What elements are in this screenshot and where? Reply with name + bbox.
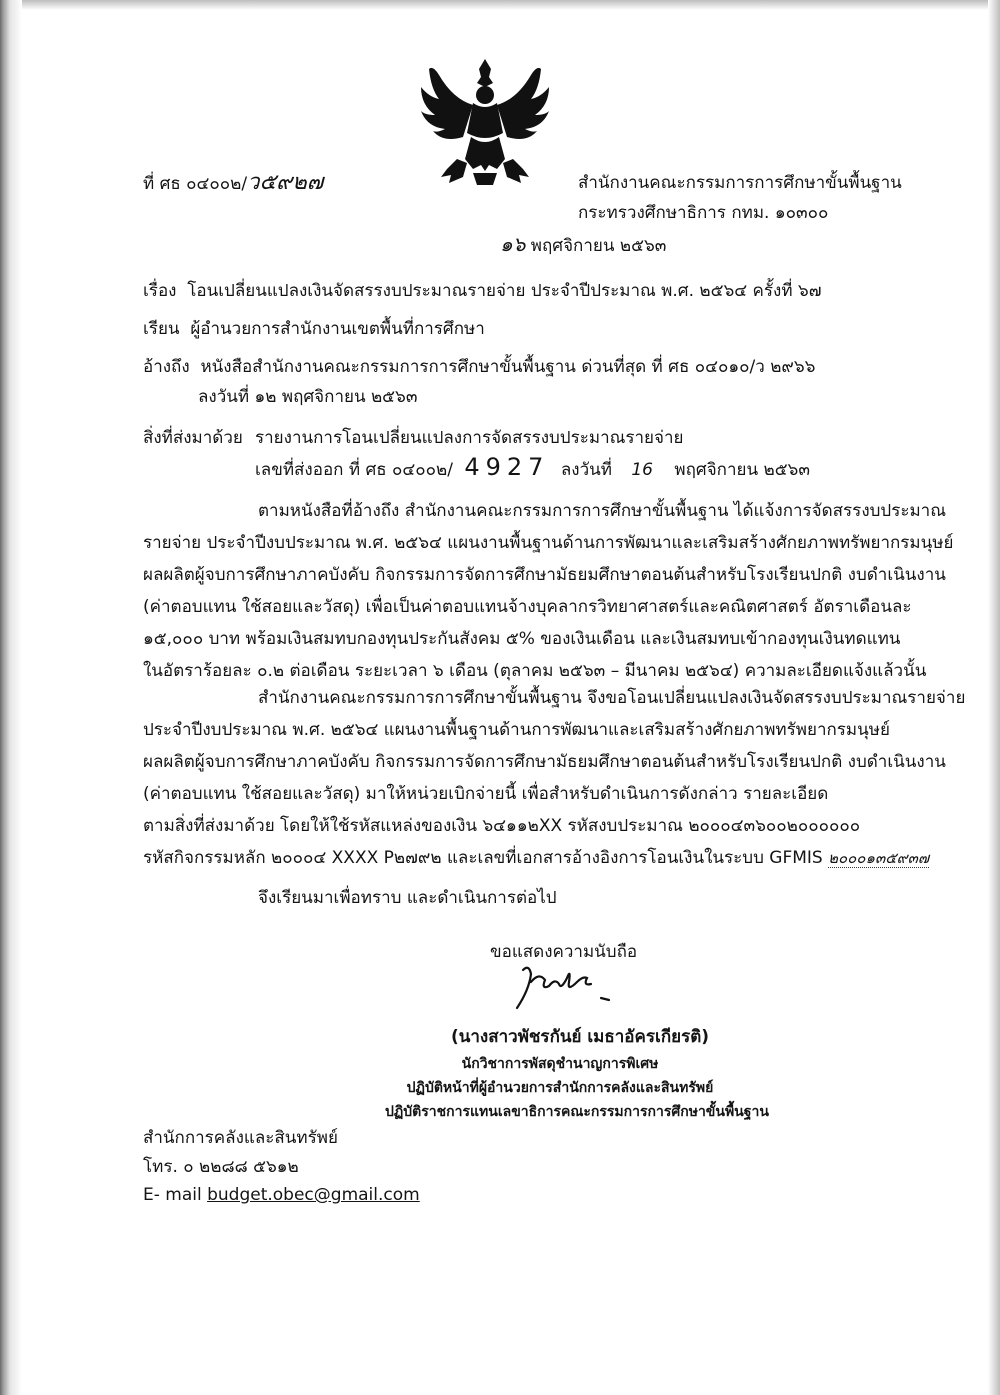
subject-label: เรื่อง <box>143 281 177 301</box>
agency-address: กระทรวงศึกษาธิการ กทม. ๑๐๓๐๐ <box>578 203 829 223</box>
paragraph-2-line: สำนักงานคณะกรรมการการศึกษาขั้นพื้นฐาน จึงขอโอนเปลี่ยนแปลงเงินจัดสรรงบประมาณรายจ่าย <box>258 688 966 708</box>
gfmis-label: รหัสกิจกรรมหลัก ๒๐๐๐๔ XXXX P๒๗๙๒ และเลขที่เอกสารอ้างอิงการโอนเงินในระบบ GFMIS <box>143 848 823 868</box>
date-month-year: พฤศจิกายน ๒๕๖๓ <box>530 236 667 256</box>
paragraph-1-line: รายจ่าย ประจำปีงบประมาณ พ.ศ. ๒๕๖๔ แผนงานพื้นฐานด้านการพัฒนาและเสริมสร้างศักยภาพทรัพยากรมนุษย์ <box>143 533 954 553</box>
paragraph-1-line: ในอัตราร้อยละ ๐.๒ ต่อเดือน ระยะเวลา ๖ เดือน (ตุลาคม ๒๕๖๓ – มีนาคม ๒๕๖๔) ความละเอียดแจ้งแล้วนั้น <box>143 661 927 681</box>
paragraph-1-line: ๑๕,๐๐๐ บาท พร้อมเงินสมทบกองทุนประกันสังคม ๕% ของเงินเดือน และเงินสมทบเข้ากองทุนเงินทดแทน <box>143 629 901 649</box>
export-number-prefix: เลขที่ส่งออก ที่ ศธ ๐๔๐๐๒/ <box>255 460 453 480</box>
reference-line <box>143 355 815 379</box>
subject-line <box>143 279 822 303</box>
export-month-year: พฤศจิกายน ๒๕๖๓ <box>674 460 810 480</box>
scan-edge-top <box>0 0 1000 10</box>
email-label: E- mail <box>143 1185 202 1205</box>
paragraph-2-line: ประจำปีงบประมาณ พ.ศ. ๒๕๖๔ แผนงานพื้นฐานด้านการพัฒนาและเสริมสร้างศักยภาพทรัพยากรมนุษย์ <box>143 720 890 740</box>
email-link[interactable]: budget.obec@gmail.com <box>207 1185 420 1205</box>
enclosure-label: สิ่งที่ส่งมาด้วย <box>143 428 243 448</box>
paragraph-2-last-line <box>143 842 930 874</box>
paragraph-2-line: ผลผลิตผู้จบการศึกษาภาคบังคับ กิจกรรมการจัดการศึกษามัธยมศึกษาตอนต้นสำหรับโรงเรียนปกติ งบดำเนินงาน <box>143 752 946 772</box>
footer-phone: โทร. ๐ ๒๒๘๘ ๕๖๑๒ <box>143 1157 299 1177</box>
subject-text: โอนเปลี่ยนแปลงเงินจัดสรรงบประมาณรายจ่าย ประจำปีประมาณ พ.ศ. ๒๕๖๔ ครั้งที่ ๖๗ <box>187 281 822 301</box>
regards-text: ขอแสดงความนับถือ <box>490 942 638 962</box>
paragraph-2-line: (ค่าตอบแทน ใช้สอยและวัสดุ) มาให้หน่วยเบิกจ่ายนี้ เพื่อสำหรับดำเนินการดังกล่าว รายละเอียด <box>143 784 829 804</box>
closing-text: จึงเรียนมาเพื่อทราบ และดำเนินการต่อไป <box>258 888 557 908</box>
enclosure-export-number <box>255 455 810 482</box>
footer-email-line <box>143 1183 420 1207</box>
garuda-emblem-icon <box>413 55 558 190</box>
document-number-printed: ที่ ศธ ๐๔๐๐๒/ <box>143 174 248 194</box>
export-date-label: ลงวันที่ <box>560 460 612 480</box>
agency-name: สำนักงานคณะกรรมการการศึกษาขั้นพื้นฐาน <box>578 173 902 193</box>
footer-office: สำนักการคลังและสินทรัพย์ <box>143 1128 338 1148</box>
to-label: เรียน <box>143 319 180 339</box>
body-paragraph-1 <box>143 495 954 687</box>
reference-text: หนังสือสำนักงานคณะกรรมการการศึกษาขั้นพื้นฐาน ด่วนที่สุด ที่ ศธ ๐๔๐๑๐/ว ๒๙๖๖ <box>200 357 816 377</box>
paragraph-2-line: ตามสิ่งที่ส่งมาด้วย โดยให้ใช้รหัสแหล่งของเงิน ๖๔๑๑๒XX รหัสงบประมาณ ๒๐๐๐๔๓๖๐๐๒๐๐๐๐๐๐ <box>143 816 861 836</box>
signer-name: (นางสาวพัชรกันย์ เมธาอัครเกียรติ) <box>450 1027 710 1047</box>
date-day-handwritten: ๑๖ <box>500 232 526 256</box>
scan-edge-right <box>988 0 1000 1395</box>
reference-label: อ้างถึง <box>143 357 190 377</box>
paragraph-1-line: ตามหนังสือที่อ้างถึง สำนักงานคณะกรรมการการศึกษาขั้นพื้นฐาน ได้แจ้งการจัดสรรงบประมาณ <box>258 501 946 521</box>
paragraph-1-line: ผลผลิตผู้จบการศึกษาภาคบังคับ กิจกรรมการจัดการศึกษามัธยมศึกษาตอนต้นสำหรับโรงเรียนปกติ งบดำเนินงาน <box>143 565 946 585</box>
signer-position-1: นักวิชาการพัสดุชำนาญการพิเศษ <box>461 1056 659 1072</box>
to-line <box>143 317 485 341</box>
body-paragraph-2 <box>143 682 966 874</box>
to-text: ผู้อำนวยการสำนักงานเขตพื้นที่การศึกษา <box>190 319 485 339</box>
enclosure-title: รายงานการโอนเปลี่ยนแปลงการจัดสรรงบประมาณรายจ่าย <box>255 428 684 448</box>
signer-position-3: ปฏิบัติราชการแทนเลขาธิการคณะกรรมการการศึกษาขั้นพื้นฐาน <box>385 1104 769 1120</box>
document-number-handwritten: ว๕๙๒๗ <box>247 170 324 195</box>
signer-position-2: ปฏิบัติหน้าที่ผู้อำนวยการสำนักการคลังและสินทรัพย์ <box>406 1080 714 1096</box>
signature-icon <box>505 962 635 1012</box>
paragraph-1-line: (ค่าตอบแทน ใช้สอยและวัสดุ) เพื่อเป็นค่าตอบแทนจ้างบุคลากรวิทยาศาสตร์และคณิตศาสตร์ อัตราเดือนละ <box>143 597 912 617</box>
export-day-handwritten: 16 <box>631 460 653 480</box>
document-number <box>143 171 323 196</box>
document-date <box>500 232 666 258</box>
scan-edge-left <box>0 0 22 1395</box>
export-number-stamp: 4927 <box>464 453 550 481</box>
reference-date: ลงวันที่ ๑๒ พฤศจิกายน ๒๕๖๓ <box>198 387 418 407</box>
gfmis-number-handwritten: ๒๐๐๐๑๓๕๙๓๗ <box>828 849 930 867</box>
